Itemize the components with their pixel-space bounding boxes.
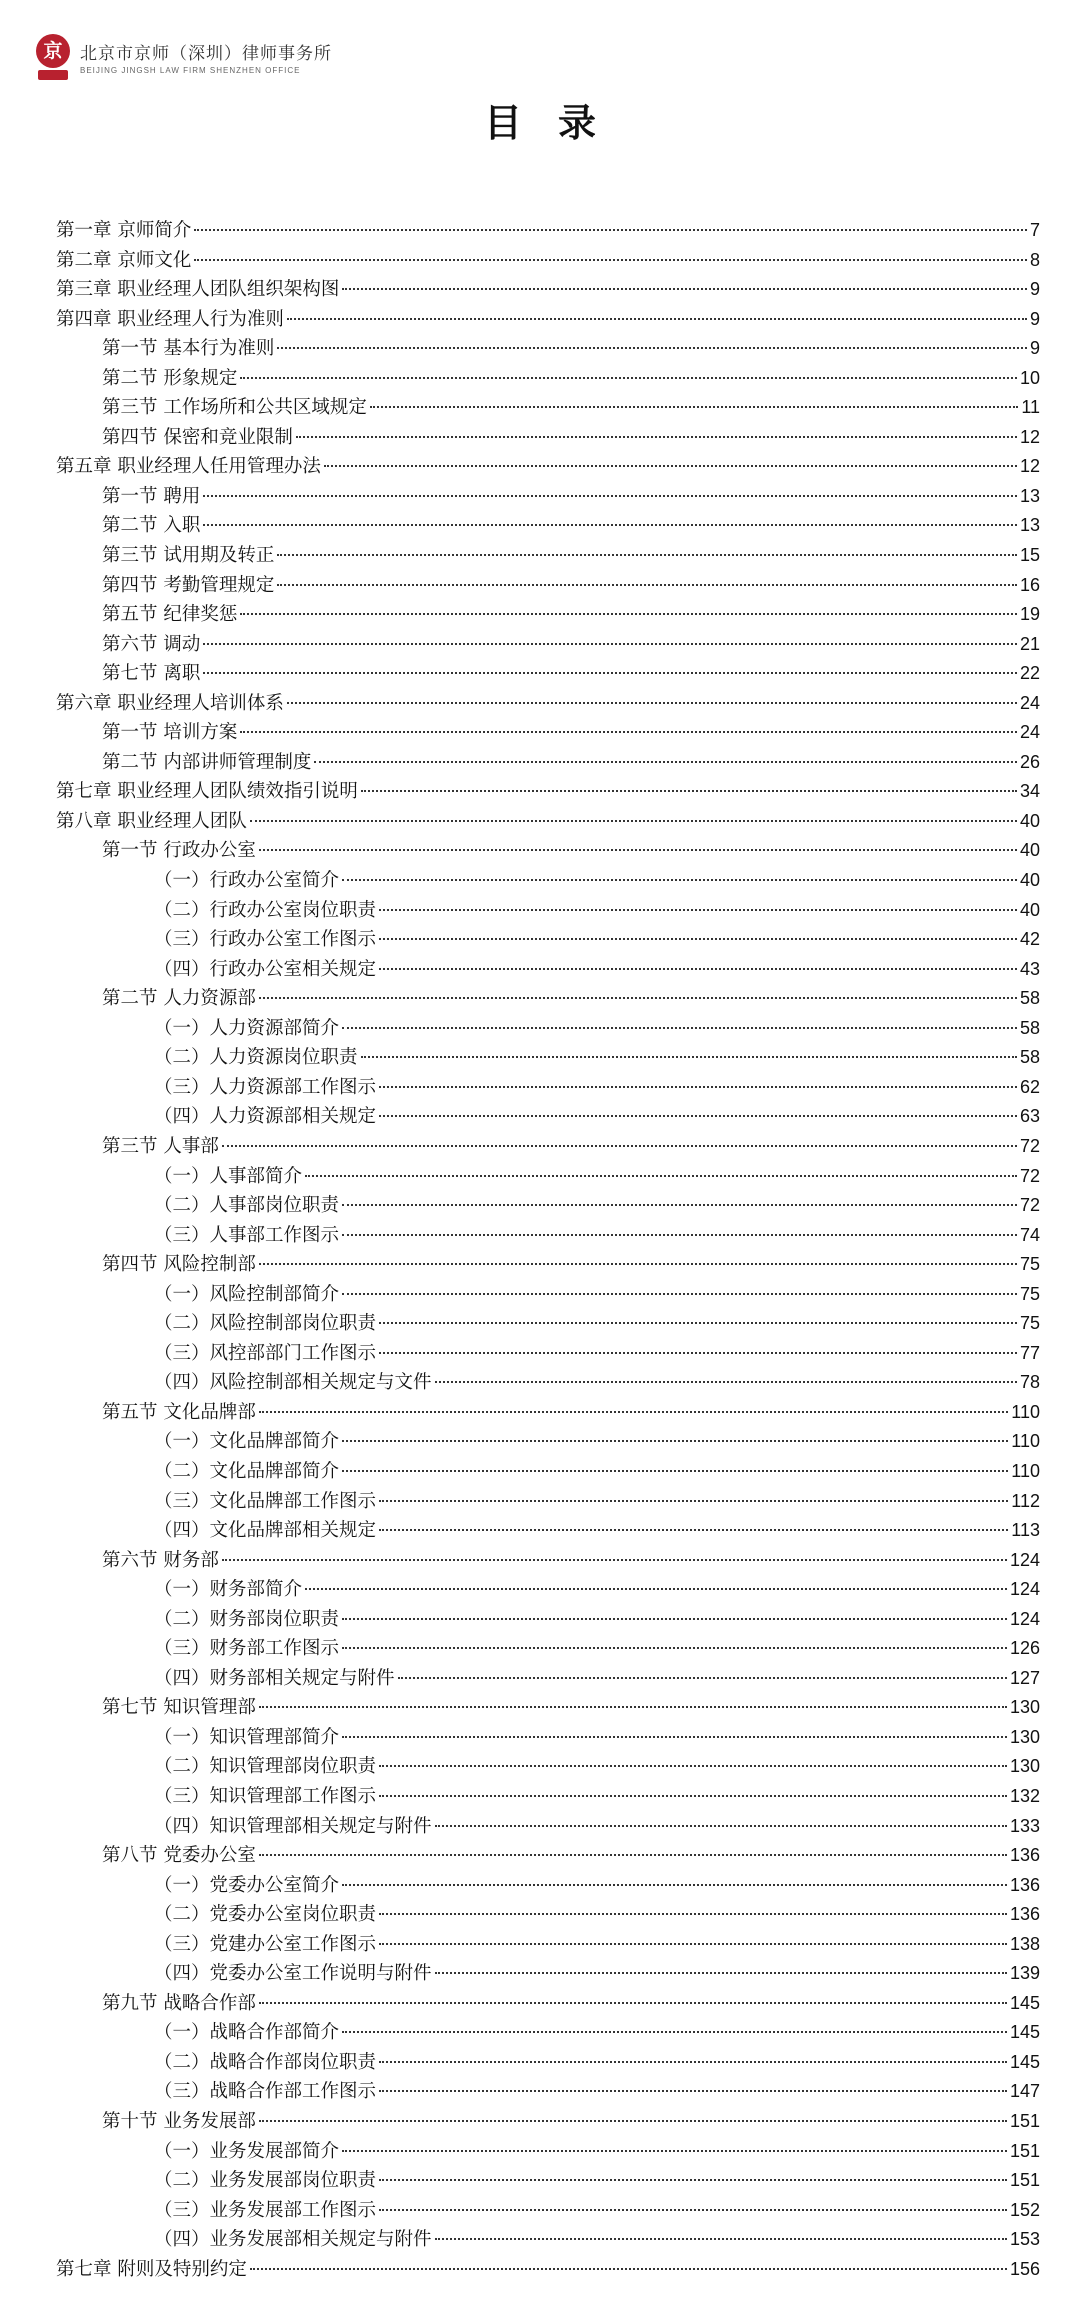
toc-page-number: 11 [1021, 397, 1040, 418]
toc-dot-leader [222, 1559, 1007, 1561]
toc-page-number: 139 [1009, 1963, 1040, 1984]
toc-page-number: 152 [1009, 2199, 1040, 2220]
toc-entry[interactable] [56, 600, 1040, 630]
toc-entry-text: （四）财务部相关规定与附件 [154, 1667, 395, 1689]
toc-dot-leader [342, 1470, 1008, 1472]
toc-entry[interactable] [56, 423, 1040, 453]
toc-page-number: 75 [1019, 1283, 1040, 1304]
toc-dot-leader [342, 2150, 1007, 2152]
toc-entry-text: 第一章 京师简介 [56, 220, 192, 241]
toc-dot-leader [342, 1204, 1017, 1206]
toc-entry-text: 第六章 职业经理人培训体系 [56, 692, 284, 714]
toc-page-number: 72 [1019, 1165, 1040, 1186]
toc-dot-leader [379, 1086, 1017, 1088]
toc-entry-text: 第二节 形象规定 [102, 367, 238, 389]
toc-page-number: 12 [1019, 426, 1040, 447]
toc-entry-text: 第十节 业务发展部 [102, 2111, 256, 2132]
toc-entry[interactable] [56, 836, 1040, 866]
toc-entry-text: （三）行政办公室工作图示 [154, 929, 377, 951]
toc-page-number: 138 [1009, 1933, 1040, 1954]
toc-entry-text: 第五节 文化品牌部 [102, 1401, 256, 1423]
toc-dot-leader [314, 761, 1017, 763]
toc-dot-leader [222, 1145, 1017, 1147]
toc-dot-leader [342, 1027, 1017, 1029]
firm-name-en: BEIJING JINGSH LAW FIRM SHENZHEN OFFICE [80, 65, 301, 75]
toc-page-number: 145 [1009, 2022, 1040, 2043]
toc-entry[interactable] [56, 216, 1040, 246]
toc-dot-leader [287, 318, 1027, 320]
toc-dot-leader [379, 1913, 1007, 1915]
toc-entry[interactable] [56, 1634, 1040, 1664]
toc-entry-text: （四）人力资源部相关规定 [154, 1106, 377, 1128]
toc-entry-text: （二）人力资源岗位职责 [154, 1047, 358, 1069]
toc-dot-leader [240, 377, 1017, 379]
toc-dot-leader [250, 820, 1017, 822]
toc-page-number: 75 [1019, 1254, 1040, 1275]
toc-dot-leader [379, 1765, 1007, 1767]
toc-entry-text: 第四节 考勤管理规定 [102, 574, 275, 596]
toc-page-number: 74 [1019, 1224, 1040, 1245]
firm-logo [36, 34, 72, 84]
firm-logo-ribbon [38, 70, 68, 80]
toc-entry[interactable] [56, 571, 1040, 601]
toc-dot-leader [379, 1352, 1017, 1354]
toc-entry-text: （二）财务部岗位职责 [154, 1608, 340, 1630]
toc-page-number: 34 [1019, 781, 1040, 802]
toc-page-number: 151 [1009, 2140, 1040, 2161]
toc-dot-leader [277, 347, 1027, 349]
toc-dot-leader [379, 1115, 1017, 1117]
toc-dot-leader [379, 1500, 1008, 1502]
toc-entry-text: 第九节 战略合作部 [102, 1992, 256, 2014]
toc-dot-leader [259, 1263, 1017, 1265]
toc-dot-leader [342, 1736, 1007, 1738]
toc-page-number: 63 [1019, 1106, 1040, 1127]
toc-dot-leader [379, 938, 1017, 940]
toc-dot-leader [342, 879, 1017, 881]
toc-dot-leader [361, 1056, 1017, 1058]
toc-entry-text: 第七节 知识管理部 [102, 1697, 256, 1719]
toc-page-number: 133 [1009, 1815, 1040, 1836]
toc-dot-leader [379, 1529, 1008, 1531]
toc-page-number: 9 [1029, 308, 1040, 329]
toc-page-number: 40 [1019, 840, 1040, 861]
toc-entry-text: 第七章 职业经理人团队绩效指引说明 [56, 781, 358, 803]
toc-dot-leader [379, 2061, 1007, 2063]
toc-page-number: 75 [1019, 1313, 1040, 1334]
toc-entry[interactable] [56, 1221, 1040, 1251]
toc-dot-leader [250, 2268, 1007, 2270]
toc-entry[interactable] [56, 1427, 1040, 1457]
toc-dot-leader [259, 1854, 1007, 1856]
toc-dot-leader [435, 1825, 1007, 1827]
toc-entry-text: 第三节 人事部 [102, 1135, 219, 1157]
toc-page-number: 130 [1009, 1726, 1040, 1747]
toc-page-number: 40 [1019, 870, 1040, 891]
toc-entry-text: （一）风险控制部简介 [154, 1283, 340, 1305]
toc-entry-text: 第四节 保密和竞业限制 [102, 426, 293, 448]
toc-entry-text: 第八节 党委办公室 [102, 1845, 256, 1867]
toc-entry-text: 第二章 京师文化 [56, 249, 192, 271]
toc-page-number: 136 [1009, 1845, 1040, 1866]
toc-entry[interactable] [56, 1723, 1040, 1753]
toc-dot-leader [379, 2090, 1007, 2092]
toc-page-number: 9 [1029, 338, 1040, 359]
toc-dot-leader [435, 1381, 1017, 1383]
toc-page-number: 151 [1009, 2170, 1040, 2191]
toc-entry[interactable] [56, 630, 1040, 660]
toc-page-number: 110 [1011, 1431, 1040, 1452]
toc-entry-text: （二）战略合作部岗位职责 [154, 2051, 377, 2073]
toc-page-number: 156 [1009, 2258, 1040, 2279]
toc-entry-text: （二）人事部岗位职责 [154, 1195, 340, 1217]
toc-page-number: 8 [1029, 249, 1040, 270]
toc-entry-text: （二）风险控制部岗位职责 [154, 1313, 377, 1335]
toc-entry[interactable] [56, 1841, 1040, 1871]
toc-entry-text: 第一节 基本行为准则 [102, 338, 275, 360]
toc-entry[interactable] [56, 1605, 1040, 1635]
toc-entry-text: 第七章 附则及特别约定 [56, 2258, 247, 2280]
toc-dot-leader [435, 2238, 1007, 2240]
toc-entry-text: （一）知识管理部简介 [154, 1726, 340, 1748]
toc-entry[interactable] [56, 1959, 1040, 1989]
toc-page-number: 19 [1019, 604, 1040, 625]
toc-dot-leader [379, 1322, 1017, 1324]
toc-entry-text: （四）文化品牌部相关规定 [154, 1520, 377, 1542]
toc-page-number: 58 [1019, 1017, 1040, 1038]
toc-dot-leader [370, 406, 1018, 408]
toc-entry[interactable] [56, 275, 1040, 305]
toc-entry[interactable] [56, 364, 1040, 394]
toc-entry-text: 第七节 离职 [102, 663, 201, 685]
toc-entry[interactable] [56, 1132, 1040, 1162]
toc-entry-text: 第二节 人力资源部 [102, 988, 256, 1010]
toc-entry-text: （三）文化品牌部工作图示 [154, 1490, 377, 1512]
toc-page-number: 153 [1009, 2229, 1040, 2250]
toc-entry[interactable] [56, 1812, 1040, 1842]
toc-dot-leader [342, 1234, 1017, 1236]
toc-entry[interactable] [56, 2225, 1040, 2255]
toc-entry[interactable] [56, 1871, 1040, 1901]
toc-page-number: 16 [1019, 574, 1040, 595]
toc-entry[interactable] [56, 1457, 1040, 1487]
toc-entry[interactable] [56, 925, 1040, 955]
toc-page-number: 72 [1019, 1195, 1040, 1216]
toc-entry-text: （二）知识管理部岗位职责 [154, 1756, 377, 1778]
toc-page-number: 130 [1009, 1697, 1040, 1718]
toc-entry-text: （四）党委办公室工作说明与附件 [154, 1963, 432, 1985]
toc-page-number: 12 [1019, 456, 1040, 477]
toc-dot-leader [203, 643, 1017, 645]
toc-dot-leader [287, 702, 1017, 704]
toc-entry[interactable] [56, 689, 1040, 719]
toc-page-number: 62 [1019, 1076, 1040, 1097]
toc-entry-text: （一）行政办公室简介 [154, 870, 340, 892]
toc-entry[interactable] [56, 1309, 1040, 1339]
toc-entry-text: 第四章 职业经理人行为准则 [56, 308, 284, 330]
toc-entry-text: 第一节 培训方案 [102, 722, 238, 744]
toc-entry[interactable] [56, 659, 1040, 689]
toc-page-number: 26 [1019, 751, 1040, 772]
toc-page-number: 110 [1011, 1460, 1040, 1481]
toc-entry-text: （二）行政办公室岗位职责 [154, 899, 377, 921]
toc-page-number: 58 [1019, 988, 1040, 1009]
toc-entry-text: （一）人事部简介 [154, 1165, 303, 1187]
toc-entry[interactable] [56, 896, 1040, 926]
toc-entry-text: （三）知识管理部工作图示 [154, 1785, 377, 1807]
toc-entry[interactable] [56, 807, 1040, 837]
toc-entry-text: 第一节 行政办公室 [102, 840, 256, 862]
toc-page-number: 78 [1019, 1372, 1040, 1393]
toc-dot-leader [379, 909, 1017, 911]
toc-dot-leader [379, 1943, 1007, 1945]
toc-page-number: 151 [1009, 2111, 1040, 2131]
toc-entry[interactable] [56, 1930, 1040, 1960]
toc-page-number: 40 [1019, 810, 1040, 831]
toc-entry[interactable] [56, 2255, 1040, 2285]
toc-entry-text: （二）文化品牌部简介 [154, 1460, 340, 1482]
toc-entry[interactable] [56, 1368, 1040, 1398]
toc-entry[interactable] [56, 1546, 1040, 1576]
toc-entry[interactable] [56, 1191, 1040, 1221]
toc-entry[interactable] [56, 1989, 1040, 2019]
toc-entry[interactable] [56, 1014, 1040, 1044]
toc-entry-text: （一）财务部简介 [154, 1579, 303, 1601]
toc-page-number: 43 [1019, 958, 1040, 979]
toc-dot-leader [240, 613, 1017, 615]
toc-entry-text: 第五节 纪律奖惩 [102, 604, 238, 626]
toc-entry[interactable] [56, 955, 1040, 985]
toc-entry-text: （三）人力资源部工作图示 [154, 1076, 377, 1098]
toc-entry-text: 第一节 聘用 [102, 485, 201, 507]
toc-page-number: 13 [1019, 515, 1040, 536]
toc-entry[interactable] [56, 1398, 1040, 1428]
toc-dot-leader [379, 968, 1017, 970]
toc-entry[interactable] [56, 777, 1040, 807]
toc-page-number: 15 [1019, 545, 1040, 566]
toc-entry-text: 第三节 试用期及转正 [102, 545, 275, 567]
toc-entry-text: （三）战略合作部工作图示 [154, 2081, 377, 2103]
toc-dot-leader [277, 554, 1017, 556]
toc-entry-text: 第八章 职业经理人团队 [56, 810, 247, 832]
toc-entry[interactable] [56, 1900, 1040, 1930]
toc-dot-leader [379, 2179, 1007, 2181]
toc-dot-leader [305, 1588, 1007, 1590]
toc-entry[interactable] [56, 511, 1040, 541]
toc-entry[interactable] [56, 246, 1040, 276]
toc-entry-text: 第六节 调动 [102, 633, 201, 655]
toc-page-number: 7 [1029, 220, 1040, 240]
toc-entry[interactable] [56, 1102, 1040, 1132]
toc-entry[interactable] [56, 866, 1040, 896]
toc-dot-leader [379, 1795, 1007, 1797]
page-title: 目录 [483, 100, 632, 145]
toc-dot-leader [435, 1972, 1007, 1974]
toc-dot-leader [203, 672, 1017, 674]
toc-entry[interactable] [56, 1043, 1040, 1073]
toc-page-number: 58 [1019, 1047, 1040, 1068]
toc-dot-leader [324, 465, 1017, 467]
toc-page-number: 145 [1009, 2051, 1040, 2072]
toc-entry-text: （一）人力资源部简介 [154, 1017, 340, 1039]
toc-entry[interactable] [56, 2166, 1040, 2196]
toc-entry-text: 第六节 财务部 [102, 1549, 219, 1571]
toc-page-number: 24 [1019, 692, 1040, 713]
toc-entry[interactable] [56, 305, 1040, 335]
toc-entry[interactable] [56, 334, 1040, 364]
toc-dot-leader [305, 1175, 1017, 1177]
toc-entry[interactable] [56, 984, 1040, 1014]
toc-dot-leader [203, 495, 1017, 497]
toc-page-number: 10 [1019, 367, 1040, 388]
toc-entry[interactable] [56, 2107, 1040, 2137]
toc-page-number: 127 [1009, 1667, 1040, 1688]
toc-dot-leader [277, 584, 1017, 586]
toc-entry[interactable] [56, 2018, 1040, 2048]
toc-dot-leader [342, 1440, 1008, 1442]
toc-dot-leader [342, 1618, 1007, 1620]
toc-entry-text: 第五章 职业经理人任用管理办法 [56, 456, 321, 478]
toc-entry[interactable] [56, 1752, 1040, 1782]
toc-entry[interactable] [56, 1575, 1040, 1605]
toc-entry-text: （一）战略合作部简介 [154, 2022, 340, 2044]
toc-dot-leader [342, 2031, 1007, 2033]
toc-entry-text: （一）文化品牌部简介 [154, 1431, 340, 1453]
toc-page-number: 13 [1019, 485, 1040, 506]
toc-entry-text: （一）业务发展部简介 [154, 2140, 340, 2162]
toc-page-number: 130 [1009, 1756, 1040, 1777]
toc-entry[interactable] [56, 1487, 1040, 1517]
toc-entry[interactable] [56, 482, 1040, 512]
toc-entry[interactable] [56, 1280, 1040, 1310]
firm-logo-seal: 京 [36, 34, 70, 68]
document-header [36, 30, 332, 88]
toc-dot-leader [240, 731, 1017, 733]
toc-entry-text: （四）业务发展部相关规定与附件 [154, 2229, 432, 2251]
toc-entry[interactable] [56, 1339, 1040, 1369]
toc-entry-text: 第三章 职业经理人团队组织架构图 [56, 279, 340, 301]
toc-entry-text: 第四节 风险控制部 [102, 1254, 256, 1276]
toc-entry[interactable] [56, 1664, 1040, 1694]
toc-entry-text: 第二节 入职 [102, 515, 201, 537]
toc-dot-leader [342, 1884, 1007, 1886]
toc-entry-text: （三）人事部工作图示 [154, 1224, 340, 1246]
toc-entry-text: 第二节 内部讲师管理制度 [102, 751, 312, 773]
toc-page-number: 126 [1009, 1638, 1040, 1659]
toc-entry[interactable] [56, 1782, 1040, 1812]
toc-page-number: 145 [1009, 1992, 1040, 2013]
toc-page-number: 132 [1009, 1785, 1040, 1806]
toc-dot-leader [203, 524, 1017, 526]
toc-page-number: 136 [1009, 1874, 1040, 1895]
toc-entry-text: （二）业务发展部岗位职责 [154, 2170, 377, 2192]
firm-name: 北京市京师（深圳）律师事务所 [80, 43, 332, 64]
toc-dot-leader [379, 2209, 1007, 2211]
toc-entry[interactable] [56, 718, 1040, 748]
toc-entry-text: （四）知识管理部相关规定与附件 [154, 1815, 432, 1837]
toc-entry[interactable] [56, 1073, 1040, 1103]
toc-page-number: 124 [1009, 1579, 1040, 1600]
toc-dot-leader [342, 1293, 1017, 1295]
toc-entry[interactable] [56, 1516, 1040, 1546]
toc-entry[interactable] [56, 2077, 1040, 2107]
toc-page-number: 124 [1009, 1549, 1040, 1570]
toc-entry-text: （一）党委办公室简介 [154, 1874, 340, 1896]
toc-page-number: 22 [1019, 663, 1040, 684]
table-of-contents [56, 216, 1040, 2284]
toc-entry[interactable] [56, 2196, 1040, 2226]
toc-dot-leader [259, 997, 1017, 999]
toc-dot-leader [361, 790, 1017, 792]
firm-text [80, 43, 332, 76]
toc-page-number: 9 [1029, 279, 1040, 300]
toc-entry-text: （三）风控部部门工作图示 [154, 1342, 377, 1364]
toc-page-number: 42 [1019, 929, 1040, 950]
toc-entry[interactable] [56, 2137, 1040, 2167]
toc-entry-text: （四）风险控制部相关规定与文件 [154, 1372, 432, 1394]
toc-page-number: 136 [1009, 1904, 1040, 1925]
toc-dot-leader [259, 1706, 1007, 1708]
toc-page-number: 113 [1011, 1520, 1040, 1541]
toc-page-number: 147 [1009, 2081, 1040, 2102]
toc-dot-leader [259, 2120, 1007, 2122]
toc-entry[interactable] [56, 1693, 1040, 1723]
toc-dot-leader [194, 229, 1027, 231]
toc-dot-leader [259, 2002, 1007, 2004]
toc-page-number: 40 [1019, 899, 1040, 920]
toc-entry-text: （三）财务部工作图示 [154, 1638, 340, 1660]
toc-entry-text: （三）党建办公室工作图示 [154, 1933, 377, 1955]
toc-dot-leader [342, 288, 1027, 290]
toc-entry-text: （四）行政办公室相关规定 [154, 958, 377, 980]
toc-entry[interactable] [56, 748, 1040, 778]
toc-dot-leader [259, 1411, 1008, 1413]
toc-page-number: 124 [1009, 1608, 1040, 1629]
toc-entry-text: （三）业务发展部工作图示 [154, 2199, 377, 2221]
toc-entry[interactable] [56, 2048, 1040, 2078]
toc-dot-leader [194, 259, 1027, 261]
toc-dot-leader [296, 436, 1017, 438]
toc-entry[interactable] [56, 393, 1040, 423]
toc-page-number: 112 [1011, 1490, 1040, 1511]
toc-page-number: 72 [1019, 1135, 1040, 1156]
toc-page-number: 21 [1019, 633, 1040, 654]
toc-entry[interactable] [56, 1162, 1040, 1192]
toc-entry[interactable] [56, 1250, 1040, 1280]
toc-page-number: 24 [1019, 722, 1040, 743]
toc-entry[interactable] [56, 541, 1040, 571]
toc-page-number: 110 [1011, 1401, 1040, 1422]
toc-entry-text: （二）党委办公室岗位职责 [154, 1904, 377, 1926]
toc-page-number: 77 [1019, 1342, 1040, 1363]
toc-entry[interactable] [56, 452, 1040, 482]
toc-dot-leader [398, 1677, 1007, 1679]
toc-dot-leader [342, 1647, 1007, 1649]
toc-entry-text: 第三节 工作场所和公共区域规定 [102, 397, 367, 419]
toc-dot-leader [259, 849, 1017, 851]
